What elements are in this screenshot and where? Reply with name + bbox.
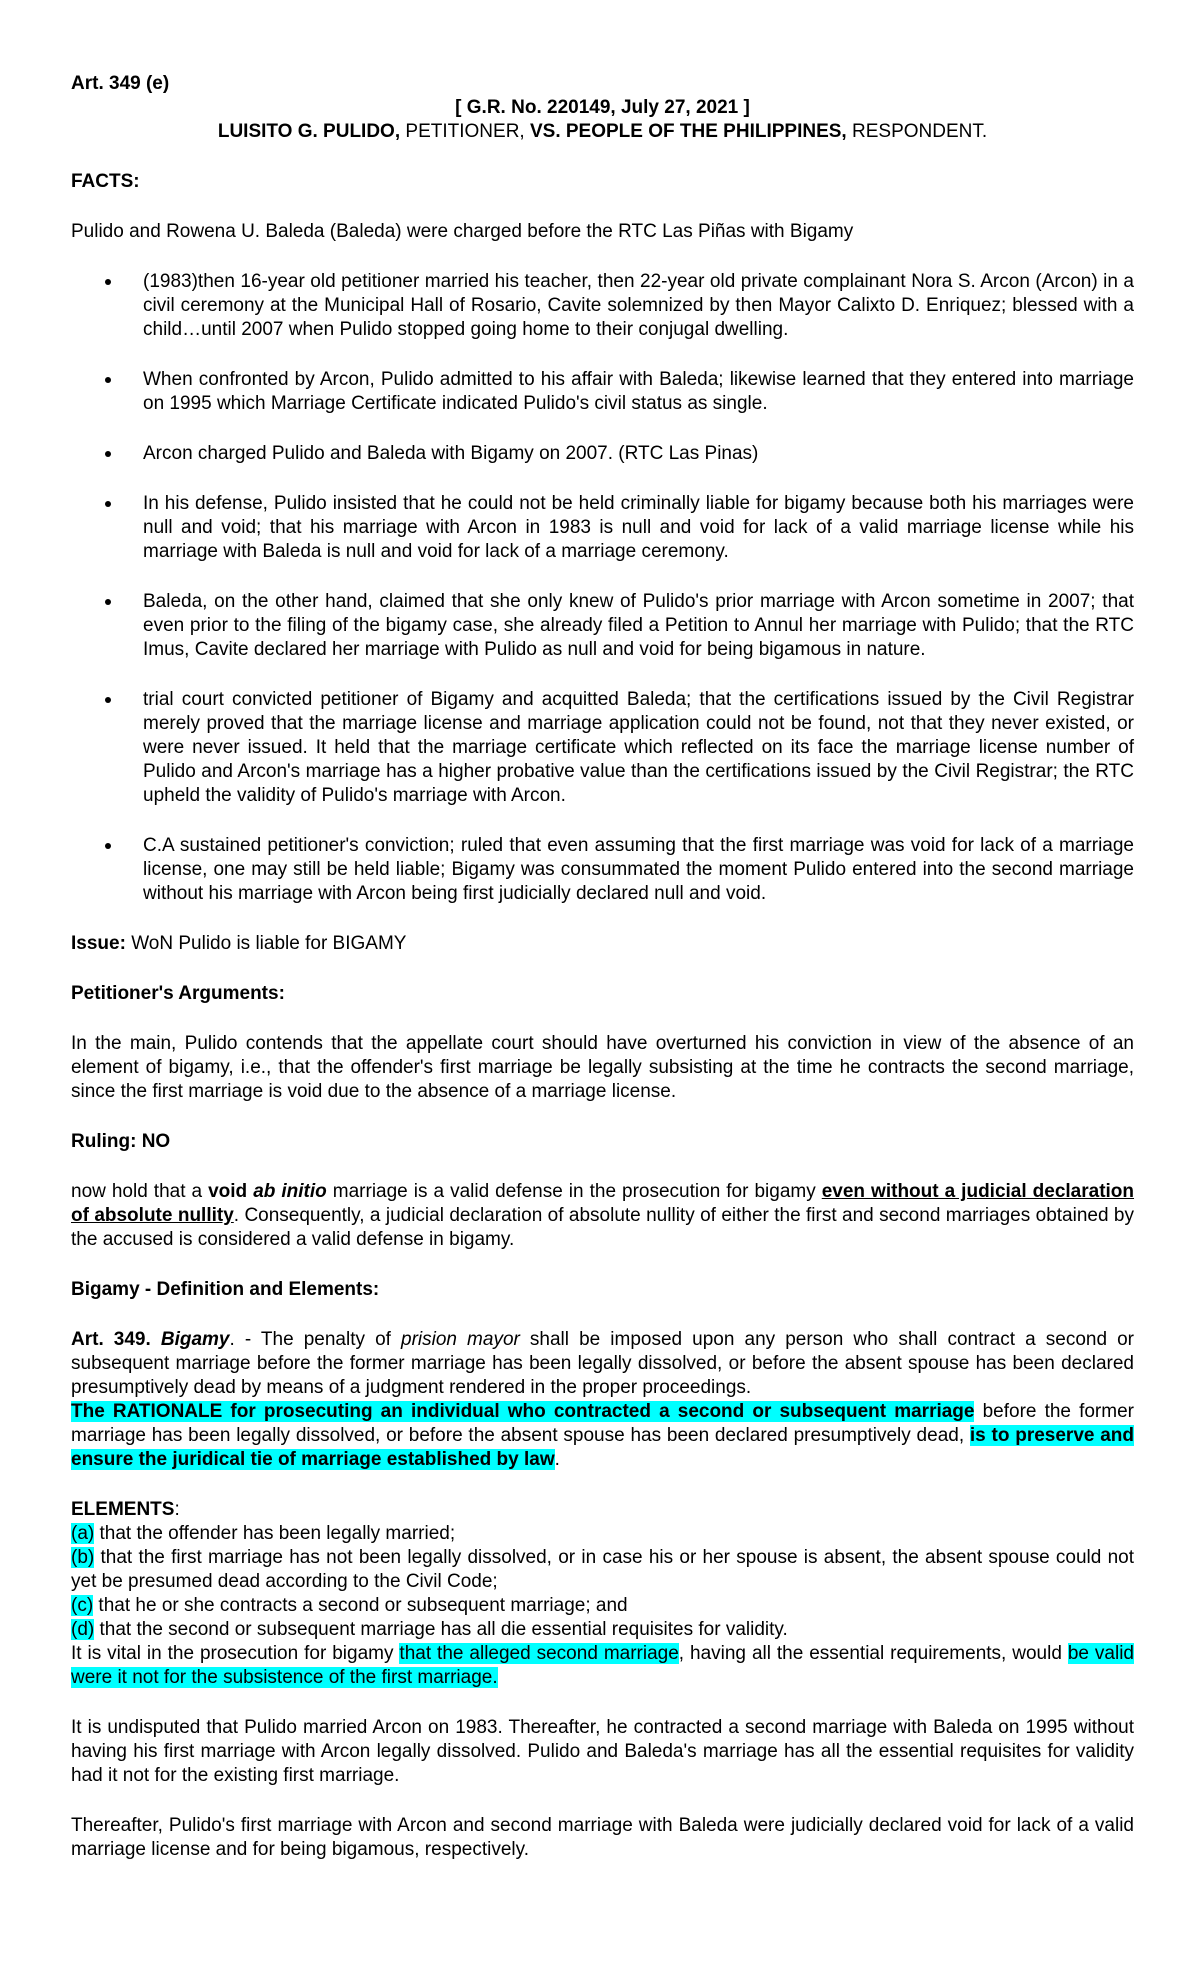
bullet-icon: [105, 501, 111, 507]
bullet-icon: [105, 279, 111, 285]
element-item: (a) that the offender has been legally married;: [71, 1523, 456, 1544]
facts-list: [71, 270, 1134, 906]
list-item: (1983)then 16-year old petitioner married his teacher, then 22-year old private complainant Nora S. Arcon (Arcon) in a civil ceremony at the Municipal Hall of Rosario, Cavite solemnized by then Mayor Calixto D. Enriquez; blessed with a child…until 2007 when Pulido stopped going home to their conjugal dwelling.: [71, 270, 1134, 342]
case-number: [ G.R. No. 220149, July 27, 2021 ]: [455, 97, 750, 118]
list-item: In his defense, Pulido insisted that he could not be held criminally liable for bigamy because both his marriages were null and void; that his marriage with Arcon in 1983 is null and void for lack of a valid marriage license while his marriage with Baleda is null and void for lack of a marriage ceremony.: [71, 492, 1134, 564]
element-letter: (c): [71, 1595, 94, 1616]
issue: [71, 932, 1134, 956]
case-title: [71, 120, 1134, 144]
list-item: trial court convicted petitioner of Bigamy and acquitted Baleda; that the certifications issued by the Civil Registrar merely proved that the marriage license and marriage application could not be found, not that they never existed, or were never issued. It held that the marriage certificate which reflected on its face the marriage license number of Pulido and Arcon's marriage has a higher probative value than the certifications issued by the Civil Registrar; the RTC upheld the validity of Pulido's marriage with Arcon.: [71, 688, 1134, 808]
highlight: be valid were it not for the subsistence of the first marriage.: [71, 1643, 1134, 1688]
element-letter: (d): [71, 1619, 95, 1640]
highlight: The RATIONALE for prosecuting an individual who contracted a second or subsequent marriage: [71, 1401, 975, 1422]
bullet-icon: [105, 599, 111, 605]
list-item: C.A sustained petitioner's conviction; ruled that even assuming that the first marriage was void for lack of a marriage license, one may still be held liable; Bigamy was consummated the moment Pulido entered into the second marriage without his marriage with Arcon being first judicially declared null and void.: [71, 834, 1134, 906]
petitioner-name: LUISITO G. PULIDO,: [217, 121, 401, 142]
bullet-icon: [105, 697, 111, 703]
facts-intro: Pulido and Rowena U. Baleda (Baleda) were charged before the RTC Las Piñas with Bigamy: [71, 221, 854, 242]
list-item: When confronted by Arcon, Pulido admitted to his affair with Baleda; likewise learned that they entered into marriage on 1995 which Marriage Certificate indicated Pulido's civil status as single.: [71, 368, 1134, 416]
ruling-heading: Ruling: NO: [71, 1131, 171, 1152]
vital-text: It is vital in the prosecution for bigamy that the alleged second marriage, having all the essential requirements, would be valid were it not for the subsistence of the first marriage.: [71, 1643, 1134, 1688]
ruling-emphasis: even without a judicial declaration of absolute nullity: [71, 1181, 1135, 1226]
rationale-text: The RATIONALE for prosecuting an individual who contracted a second or subsequent marriage before the former marriage has been legally dissolved, or before the absent spouse has been declared presumptively dead, is to preserve and ensure the juridical tie of marriage established by law.: [71, 1401, 1135, 1470]
ruling-text: now hold that a void ab initio marriage is a valid defense in the prosecution for bigamy even without a judicial declaration of absolute nullity. Consequently, a judicial declaration of absolute nullity of either the first and second marriages obtained by the accused is considered a valid defense in bigamy.: [71, 1181, 1135, 1250]
facts-heading: FACTS:: [71, 171, 140, 192]
elements-heading: ELEMENTS:: [71, 1499, 180, 1520]
petitioner-arguments-text: In the main, Pulido contends that the appellate court should have overturned his conviction in view of the absence of an element of bigamy, i.e., that the offender's first marriage be legally subsisting at the time he contracts the second marriage, since the first marriage is void due to the absence of a marriage license.: [71, 1033, 1134, 1102]
element-item: (c) that he or she contracts a second or subsequent marriage; and: [71, 1595, 628, 1616]
element-item: (d) that the second or subsequent marriage has all die essential requisites for validity.: [71, 1619, 788, 1640]
element-letter: (a): [71, 1523, 95, 1544]
list-item: Baleda, on the other hand, claimed that she only knew of Pulido's prior marriage with Arcon sometime in 2007; that even prior to the filing of the bigamy case, she already filed a Petition to Annul her marriage with Pulido; that the RTC Imus, Cavite declared her marriage with Pulido as null and void for being bigamous in nature.: [71, 590, 1134, 662]
highlight: is to preserve and ensure the juridical tie of marriage established by law: [71, 1425, 1135, 1470]
highlight: that the alleged second marriage: [399, 1643, 679, 1664]
bullet-icon: [105, 451, 111, 457]
bigamy-heading: Bigamy - Definition and Elements:: [71, 1279, 380, 1300]
bullet-icon: [105, 377, 111, 383]
petitioner-role: PETITIONER,: [400, 121, 530, 142]
element-item: (b) that the first marriage has not been legally dissolved, or in case his or her spouse is absent, the absent spouse could not yet be presumed dead according to the Civil Code;: [71, 1547, 1134, 1592]
respondent-role: RESPONDENT.: [846, 121, 988, 142]
bullet-icon: [105, 843, 111, 849]
undisputed-paragraph: It is undisputed that Pulido married Arcon on 1983. Thereafter, he contracted a second marriage with Baleda on 1995 without having his first marriage with Arcon legally dissolved. Pulido and Baleda's marriage has all the essential requisites for validity had it not for the existing first marriage.: [71, 1717, 1134, 1786]
final-paragraph: Thereafter, Pulido's first marriage with Arcon and second marriage with Baleda were judicially declared void for lack of a valid marriage license and for being bigamous, respectively.: [71, 1815, 1134, 1860]
respondent-name: VS. PEOPLE OF THE PHILIPPINES,: [529, 121, 847, 142]
document-page: [71, 72, 1134, 1862]
petitioner-arguments-heading: Petitioner's Arguments:: [71, 983, 285, 1004]
element-letter: (b): [71, 1547, 95, 1568]
article-349-text: Art. 349. Bigamy. - The penalty of prision mayor shall be imposed upon any person who shall contract a second or subsequent marriage before the former marriage has been legally dissolved, or before the absent spouse has been declared presumptively dead by means of a judgment rendered in the proper proceedings.: [71, 1329, 1135, 1398]
issue-label: Issue:: [71, 933, 126, 954]
list-item: Arcon charged Pulido and Baleda with Bigamy on 2007. (RTC Las Pinas): [71, 442, 1134, 466]
issue-text: WoN Pulido is liable for BIGAMY: [125, 933, 407, 954]
article-reference: Art. 349 (e): [71, 73, 170, 94]
